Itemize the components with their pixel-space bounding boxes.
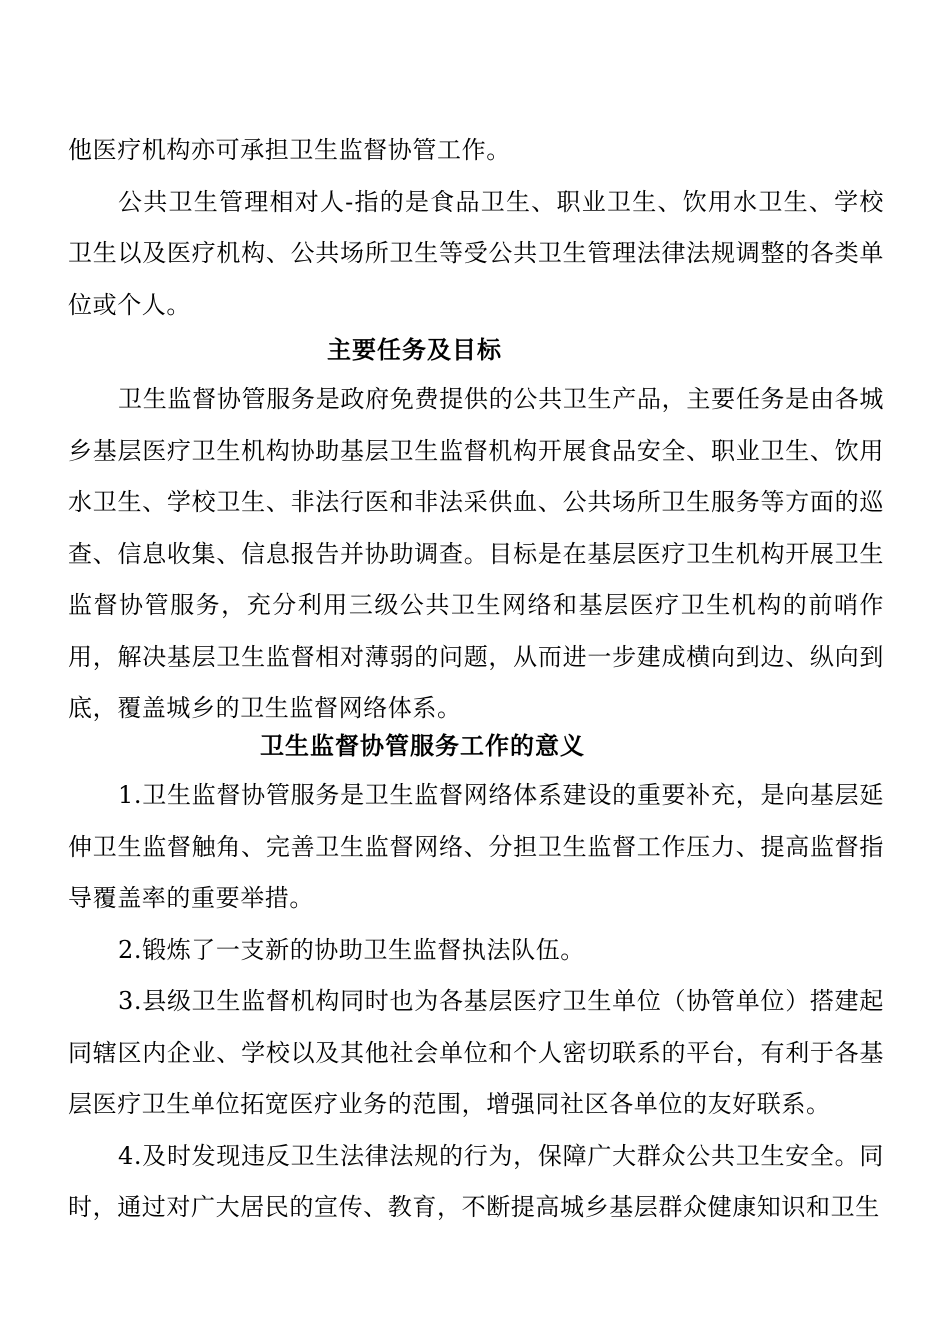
list-item-3: 3.县级卫生监督机构同时也为各基层医疗卫生单位（协管单位）搭建起同辖区内企业、学校以及其他社会单位和个人密切联系的平台，有利于各基层医疗卫生单位拓宽医疗业务的范围，增强同社区各单位的友好联系。 <box>68 987 884 1118</box>
text-block-tasks <box>68 374 884 735</box>
list-item-1: 1.卫生监督协管服务是卫生监督网络体系建设的重要补充，是向基层延伸卫生监督触角、完善卫生监督网络、分担卫生监督工作压力、提高监督指导覆盖率的重要举措。 <box>68 781 884 912</box>
text-block-intro <box>68 125 884 331</box>
section-heading-significance: 卫生监督协管服务工作的意义 <box>260 732 585 760</box>
section-heading-tasks: 主要任务及目标 <box>327 336 502 364</box>
list-item-2: 2.锻炼了一支新的协助卫生监督执法队伍。 <box>118 935 585 964</box>
paragraph-definition: 公共卫生管理相对人-指的是食品卫生、职业卫生、饮用水卫生、学校卫生以及医疗机构、公共场所卫生等受公共卫生管理法律法规调整的各类单位或个人。 <box>68 187 884 319</box>
list-item-4: 4.及时发现违反卫生法律法规的行为，保障广大群众公共卫生安全。同时，通过对广大居民的宣传、教育，不断提高城乡基层群众健康知识和卫生 <box>68 1141 884 1221</box>
text-block-significance <box>68 770 884 1234</box>
paragraph-tasks: 卫生监督协管服务是政府免费提供的公共卫生产品，主要任务是由各城乡基层医疗卫生机构协助基层卫生监督机构开展食品安全、职业卫生、饮用水卫生、学校卫生、非法行医和非法采供血、公共场所卫生服务等方面的巡查、信息收集、信息报告并协助调查。目标是在基层医疗卫生机构开展卫生监督协管服务，充分利用三级公共卫生网络和基层医疗卫生机构的前哨作用，解决基层卫生监督相对薄弱的问题，从而进一步建成横向到边、纵向到底，覆盖城乡的卫生监督网络体系。 <box>68 385 884 722</box>
paragraph-continuation: 他医疗机构亦可承担卫生监督协管工作。 <box>68 136 511 164</box>
